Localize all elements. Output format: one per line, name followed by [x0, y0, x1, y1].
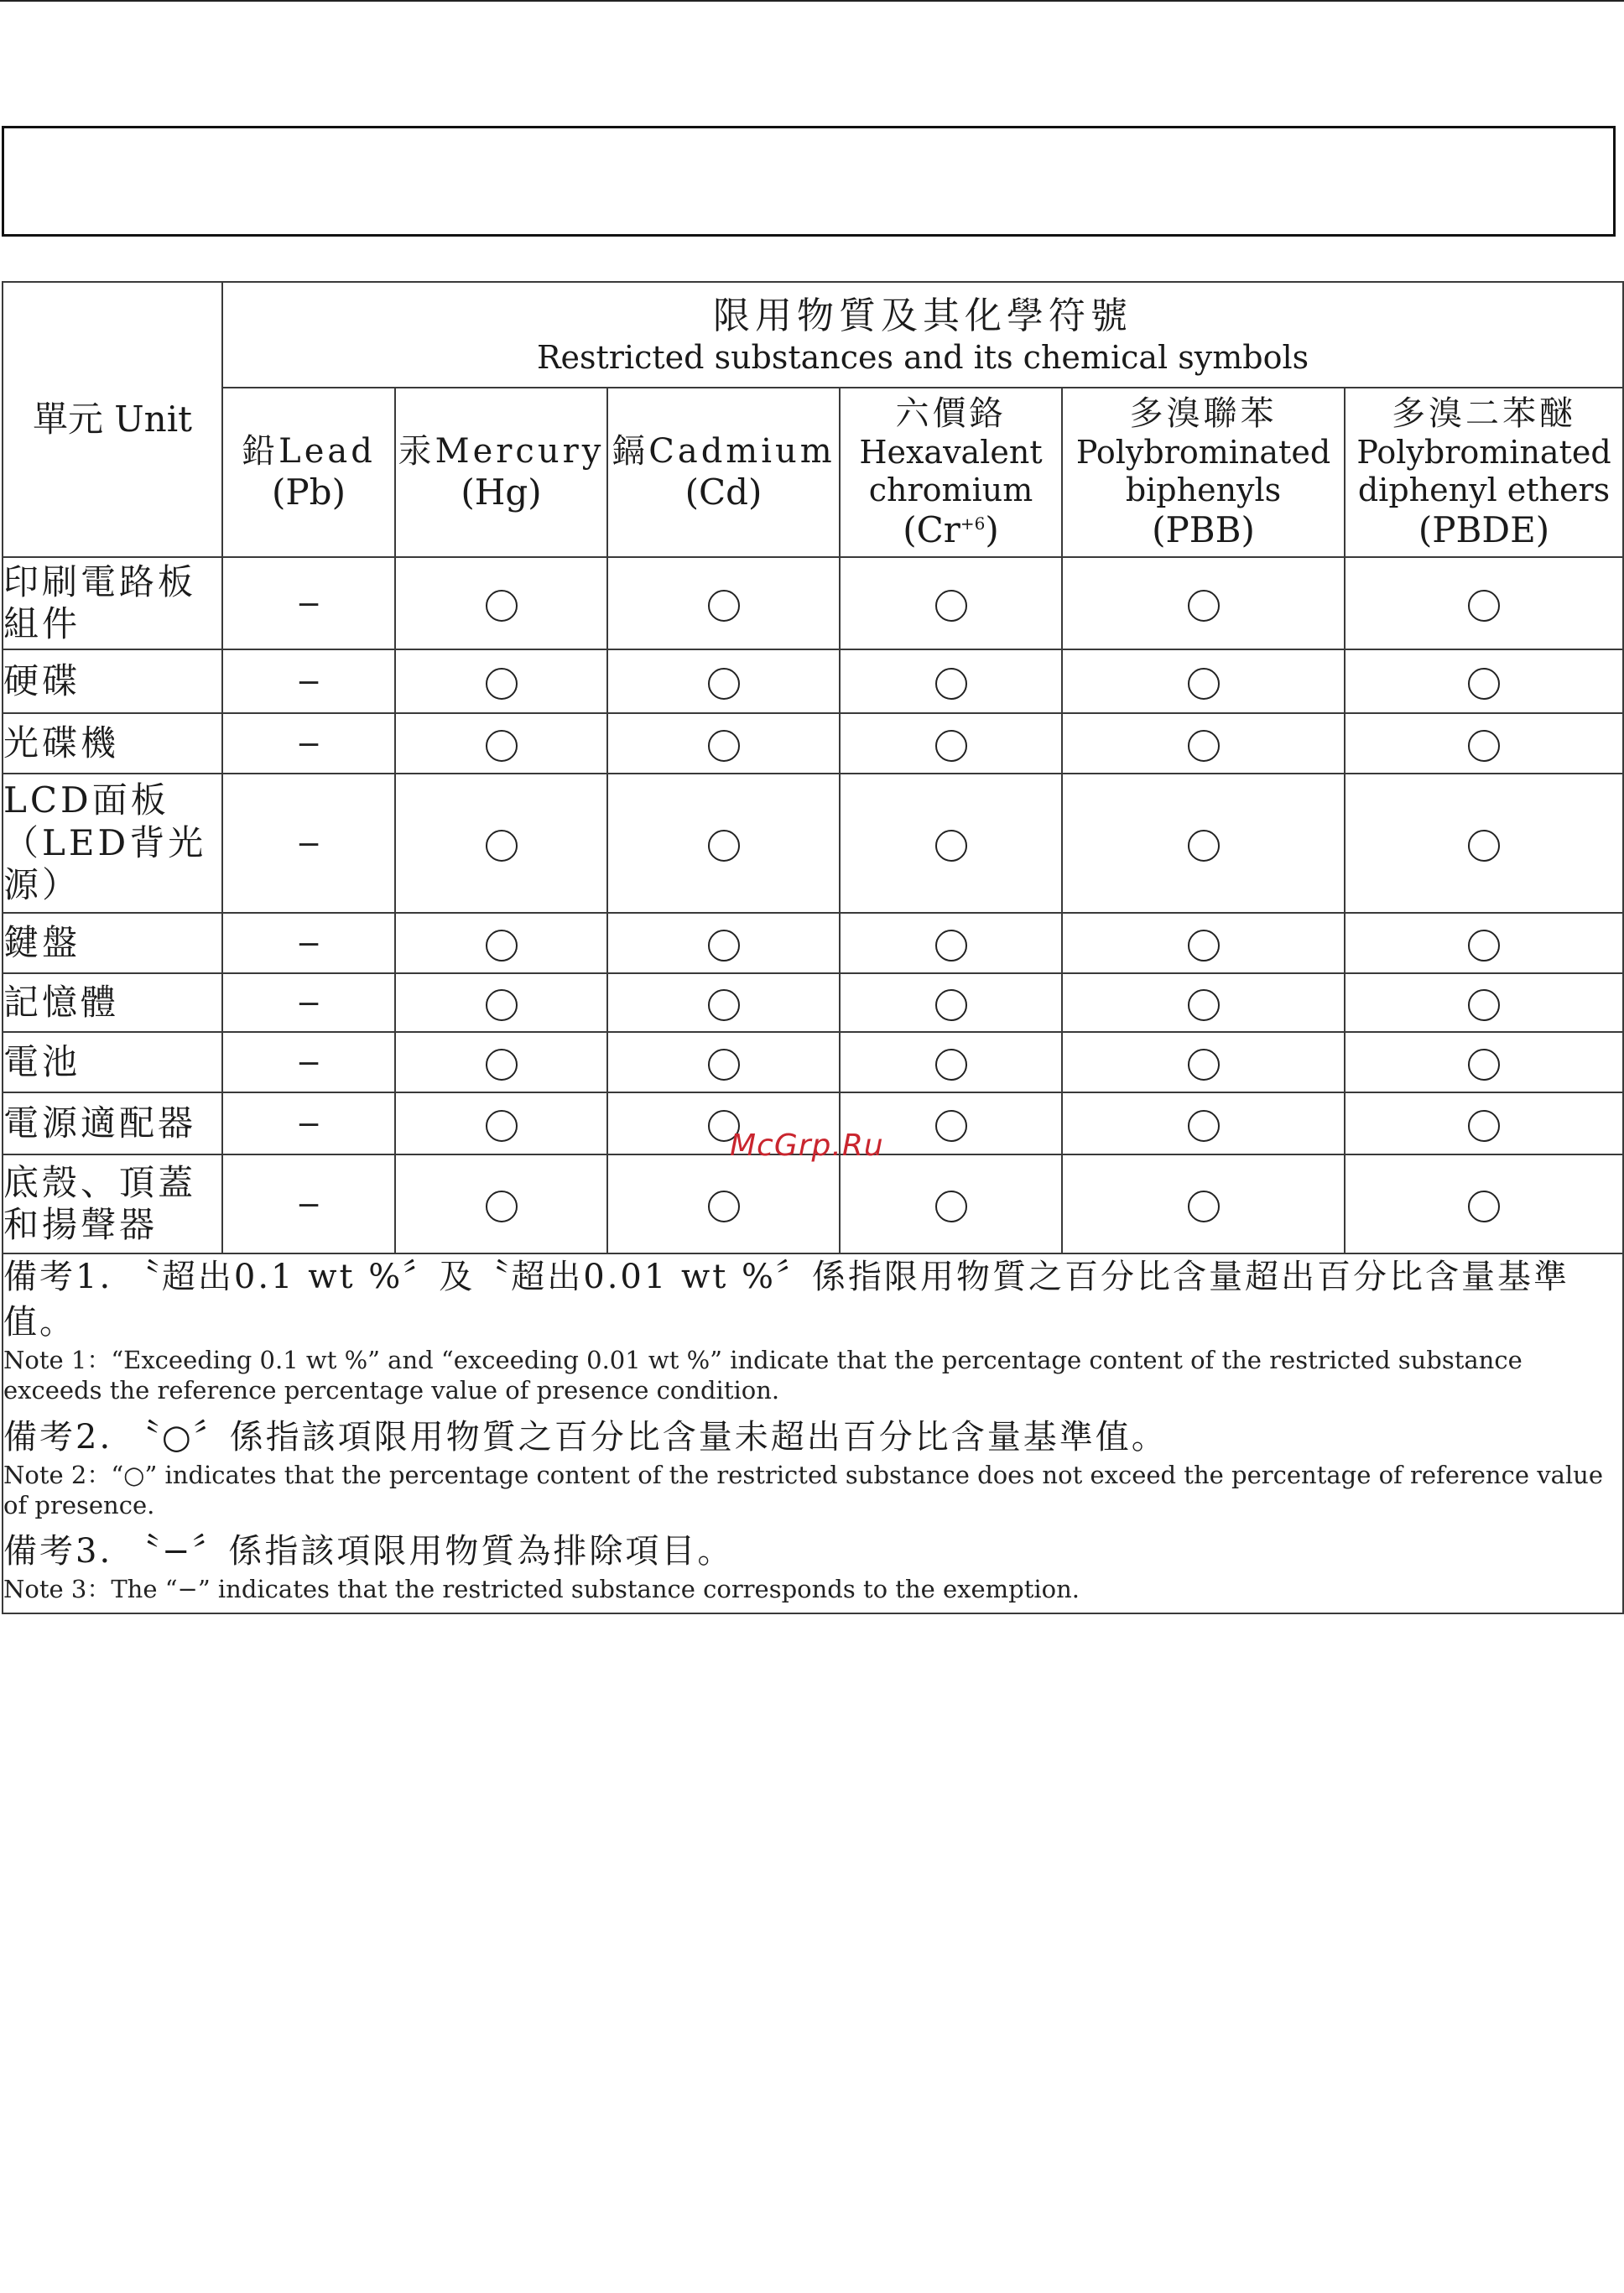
row-unit-label: 鍵盤 [3, 913, 222, 973]
cell-value [607, 713, 840, 774]
cell-value [395, 1092, 607, 1154]
table-row [3, 649, 1623, 713]
cell-value [607, 649, 840, 713]
cell-value [1345, 1092, 1623, 1154]
table-row [3, 913, 1623, 973]
dash-mark: − [295, 827, 322, 862]
row-unit-label: 硬碟 [3, 649, 222, 713]
cell-value [1062, 913, 1345, 973]
substances-header [222, 282, 1623, 388]
empty-header-box [2, 126, 1616, 237]
dash-mark: − [295, 1046, 322, 1081]
column-name: 多溴二苯醚 [1392, 393, 1577, 433]
cell-value [1062, 973, 1345, 1032]
row-unit-label: 電源適配器 [3, 1092, 222, 1154]
watermark: McGrp.Ru [730, 1128, 884, 1163]
circle-mark [935, 730, 967, 762]
column-symbol: (Cd) [684, 471, 763, 513]
column-symbol: (Pb) [272, 471, 346, 513]
circle-mark [708, 989, 740, 1021]
column-header-cadmium [607, 388, 840, 557]
cell-value [607, 1154, 840, 1253]
circle-mark [1468, 590, 1500, 622]
dash-mark: − [295, 587, 322, 622]
dash-mark: − [295, 727, 322, 762]
circle-mark [935, 1191, 967, 1222]
circle-mark [1188, 1110, 1220, 1142]
cell-value [395, 557, 607, 649]
note-1-en: Note 1：“Exceeding 0.1 wt %” and “exceeding 0.01 wt %” indicate that the percentage content of the restricted substance exceeds the reference percentage value of presence condition. [3, 1346, 1522, 1405]
column-name: 多溴聯苯 [1129, 393, 1278, 433]
unit-header: 單元 Unit [3, 282, 222, 557]
header-row-2 [3, 388, 1623, 557]
cell-value [840, 649, 1062, 713]
row-unit-label: 底殼、頂蓋和揚聲器 [3, 1154, 222, 1253]
circle-mark [1188, 730, 1220, 762]
notes-cell [3, 1253, 1623, 1613]
column-name: 六價鉻 [895, 393, 1007, 433]
column-symbol: (PBB) [1152, 508, 1255, 550]
note-2-en: Note 2：“○” indicates that the percentage content of the restricted substance does not exceed the percentage of reference value of presence. [3, 1460, 1604, 1519]
circle-mark [708, 668, 740, 700]
cell-value [840, 557, 1062, 649]
column-symbol: (PBDE) [1418, 508, 1550, 550]
column-name: 鉛Lead [242, 431, 376, 471]
note-2-zh: 備考2. 〝○〞係指該項限用物質之百分比含量未超出百分比含量基準值。 [3, 1417, 1168, 1457]
cell-value [1062, 774, 1345, 913]
circle-mark [935, 830, 967, 862]
cell-value [222, 1154, 395, 1253]
table-row [3, 713, 1623, 774]
dash-mark: − [295, 927, 322, 961]
cell-value [1062, 713, 1345, 774]
cell-value [395, 913, 607, 973]
circle-mark [486, 1049, 518, 1081]
dash-mark: − [295, 1188, 322, 1222]
circle-mark [486, 830, 518, 862]
table-row [3, 1032, 1623, 1092]
circle-mark [708, 930, 740, 961]
cell-value [607, 913, 840, 973]
cell-value [840, 973, 1062, 1032]
cell-value [1345, 973, 1623, 1032]
cell-value [1062, 1032, 1345, 1092]
cell-value [607, 973, 840, 1032]
cell-value [840, 1032, 1062, 1092]
cell-value [1345, 913, 1623, 973]
circle-mark [1468, 1049, 1500, 1081]
column-header-pbde [1345, 388, 1623, 557]
column-header-hexavalent-chromium [840, 388, 1062, 557]
table-row [3, 1154, 1623, 1253]
cell-value [222, 649, 395, 713]
circle-mark [708, 1049, 740, 1081]
symbol-close: ) [985, 508, 999, 550]
circle-mark [486, 590, 518, 622]
cell-value [222, 557, 395, 649]
dash-mark: − [295, 1107, 322, 1142]
column-english-name: Polybrominated diphenyl ethers [1356, 433, 1611, 508]
notes-row [3, 1253, 1623, 1613]
table-row [3, 973, 1623, 1032]
note-1-zh: 備考1. 〝超出0.1 wt %〞及〝超出0.01 wt %〞係指限用物質之百分比含量超出百分比含量基準值。 [3, 1258, 1570, 1342]
circle-mark [486, 989, 518, 1021]
circle-mark [1188, 668, 1220, 700]
cell-value [607, 1032, 840, 1092]
cell-value [840, 774, 1062, 913]
cell-value [222, 1032, 395, 1092]
cell-value [1062, 1092, 1345, 1154]
cell-value [222, 973, 395, 1032]
circle-mark [935, 930, 967, 961]
circle-mark [1188, 1191, 1220, 1222]
circle-mark [708, 590, 740, 622]
circle-mark [1468, 668, 1500, 700]
circle-mark [1468, 930, 1500, 961]
table-row [3, 557, 1623, 649]
cell-value [395, 973, 607, 1032]
cell-value [607, 557, 840, 649]
row-unit-label: 印刷電路板組件 [3, 557, 222, 649]
row-unit-label: 光碟機 [3, 713, 222, 774]
row-unit-label: LCD面板（LED背光源） [3, 774, 222, 913]
dash-mark: − [295, 987, 322, 1021]
cell-value [1345, 1032, 1623, 1092]
top-rule [0, 0, 1624, 2]
circle-mark [1468, 1191, 1500, 1222]
circle-mark [1468, 1110, 1500, 1142]
circle-mark [486, 730, 518, 762]
column-header-mercury [395, 388, 607, 557]
circle-mark [1188, 930, 1220, 961]
cell-value [840, 913, 1062, 973]
circle-mark [486, 668, 518, 700]
cell-value [840, 713, 1062, 774]
symbol-text: (Cr [903, 508, 960, 550]
cell-value [222, 774, 395, 913]
cell-value [1062, 1154, 1345, 1253]
symbol-superscript: +6 [960, 513, 986, 534]
cell-value [1345, 713, 1623, 774]
cell-value [1345, 557, 1623, 649]
circle-mark [1188, 830, 1220, 862]
header-row-1 [3, 282, 1623, 388]
column-symbol [903, 509, 998, 550]
circle-mark [1468, 989, 1500, 1021]
circle-mark [935, 1049, 967, 1081]
circle-mark [935, 590, 967, 622]
substances-title-en: Restricted substances and its chemical symbols [536, 338, 1309, 376]
circle-mark [1188, 1049, 1220, 1081]
dash-mark: − [295, 665, 322, 700]
cell-value [395, 649, 607, 713]
note-3-en: Note 3：The “−” indicates that the restricted substance corresponds to the exemption. [3, 1575, 1080, 1603]
cell-value [1345, 1154, 1623, 1253]
cell-value [840, 1154, 1062, 1253]
cell-value [395, 713, 607, 774]
circle-mark [1188, 590, 1220, 622]
restricted-substances-table [2, 281, 1624, 1614]
circle-mark [708, 830, 740, 862]
cell-value [1345, 649, 1623, 713]
circle-mark [1188, 989, 1220, 1021]
row-unit-label: 電池 [3, 1032, 222, 1092]
cell-value [395, 1154, 607, 1253]
cell-value [1062, 557, 1345, 649]
cell-value [395, 774, 607, 913]
column-english-name: Hexavalent chromium [859, 433, 1043, 508]
cell-value [1345, 774, 1623, 913]
circle-mark [708, 1191, 740, 1222]
circle-mark [1468, 730, 1500, 762]
circle-mark [486, 1110, 518, 1142]
column-header-pbb [1062, 388, 1345, 557]
circle-mark [1468, 830, 1500, 862]
circle-mark [486, 930, 518, 961]
cell-value [607, 774, 840, 913]
column-header-lead [222, 388, 395, 557]
circle-mark [935, 668, 967, 700]
circle-mark [935, 1110, 967, 1142]
cell-value [222, 913, 395, 973]
circle-mark [486, 1191, 518, 1222]
column-symbol: (Hg) [461, 471, 542, 513]
circle-mark [708, 730, 740, 762]
cell-value [1062, 649, 1345, 713]
note-3-zh: 備考3. 〝−〞係指該項限用物質為排除項目。 [3, 1532, 734, 1571]
row-unit-label: 記憶體 [3, 973, 222, 1032]
cell-value [395, 1032, 607, 1092]
cell-value [222, 713, 395, 774]
substances-title-zh: 限用物質及其化學符號 [713, 294, 1133, 337]
table-row [3, 774, 1623, 913]
column-name: 鎘Cadmium [612, 431, 835, 471]
column-name: 汞Mercury [398, 431, 605, 471]
cell-value [222, 1092, 395, 1154]
column-english-name: Polybrominated biphenyls [1075, 433, 1331, 508]
circle-mark [935, 989, 967, 1021]
